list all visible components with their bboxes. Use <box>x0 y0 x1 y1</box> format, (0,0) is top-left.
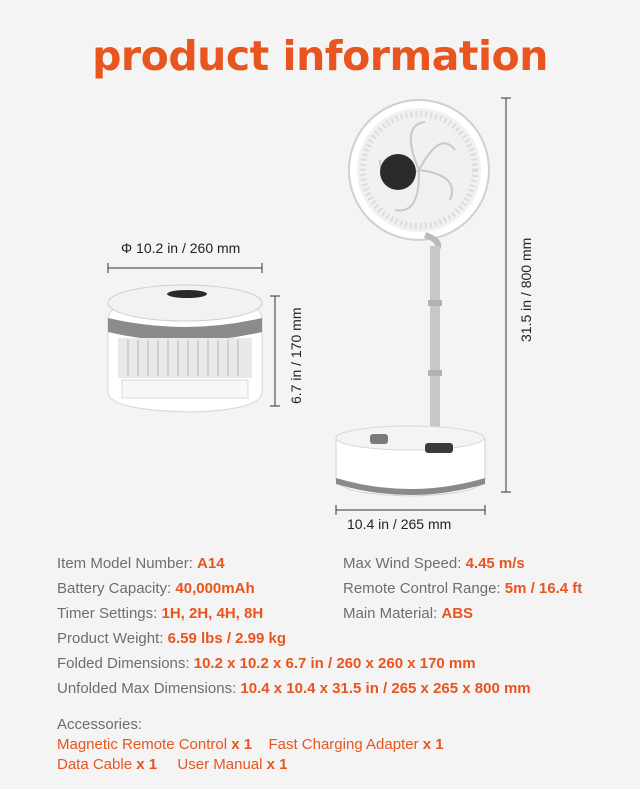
accessories-line-2 <box>57 756 287 773</box>
folded-fan-image <box>108 263 280 412</box>
accessory-item <box>268 736 443 753</box>
spec-folded <box>57 655 476 672</box>
spec-value: 5m / 16.4 ft <box>504 580 583 597</box>
spec-label: Main Material: <box>343 605 442 622</box>
accessory-qty: x 1 <box>136 756 158 773</box>
accessory-qty: x 1 <box>422 736 444 753</box>
spec-value: 40,000mAh <box>175 580 255 597</box>
accessory-name: User Manual <box>177 756 267 773</box>
spec-label: Folded Dimensions: <box>57 655 194 672</box>
page-title: product information <box>92 32 548 80</box>
accessory-name: Fast Charging Adapter <box>268 736 423 753</box>
base-width-label: 10.4 in / 265 mm <box>347 516 452 532</box>
accessory-item <box>177 756 287 773</box>
spec-value: ABS <box>441 605 474 622</box>
spec-label: Product Weight: <box>57 630 168 647</box>
spec-value: 6.59 lbs / 2.99 kg <box>167 630 287 647</box>
accessory-item <box>57 736 252 753</box>
accessory-item <box>57 756 157 773</box>
folded-height-label: 6.7 in / 170 mm <box>288 307 304 404</box>
accessory-qty: x 1 <box>231 736 253 753</box>
spec-unfolded <box>57 680 531 697</box>
spec-label: Unfolded Max Dimensions: <box>57 680 241 697</box>
spec-label: Battery Capacity: <box>57 580 176 597</box>
spec-value: A14 <box>197 555 225 572</box>
unfolded-height-label: 31.5 in / 800 mm <box>518 237 534 342</box>
spec-label: Timer Settings: <box>57 605 162 622</box>
folded-diameter-label: Φ 10.2 in / 260 mm <box>121 240 241 256</box>
spec-label: Max Wind Speed: <box>343 555 466 572</box>
spec-label: Remote Control Range: <box>343 580 505 597</box>
spec-timer <box>57 605 263 622</box>
spec-value: 10.4 x 10.4 x 31.5 in / 265 x 265 x 800 mm <box>240 680 531 697</box>
standing-fan-image <box>336 98 511 515</box>
spec-material <box>343 605 473 622</box>
spec-value: 4.45 m/s <box>465 555 525 572</box>
accessories-line-1 <box>57 736 444 753</box>
spec-value: 10.2 x 10.2 x 6.7 in / 260 x 260 x 170 mm <box>193 655 476 672</box>
accessory-name: Magnetic Remote Control <box>57 736 232 753</box>
spec-remote <box>343 580 582 597</box>
spec-battery <box>57 580 255 597</box>
spec-label: Item Model Number: <box>57 555 198 572</box>
spec-value: 1H, 2H, 4H, 8H <box>161 605 264 622</box>
spec-model <box>57 555 225 572</box>
spec-weight <box>57 630 286 647</box>
accessory-qty: x 1 <box>266 756 288 773</box>
accessory-name: Data Cable <box>57 756 137 773</box>
accessories-heading: Accessories: <box>57 716 143 733</box>
spec-wind <box>343 555 525 572</box>
